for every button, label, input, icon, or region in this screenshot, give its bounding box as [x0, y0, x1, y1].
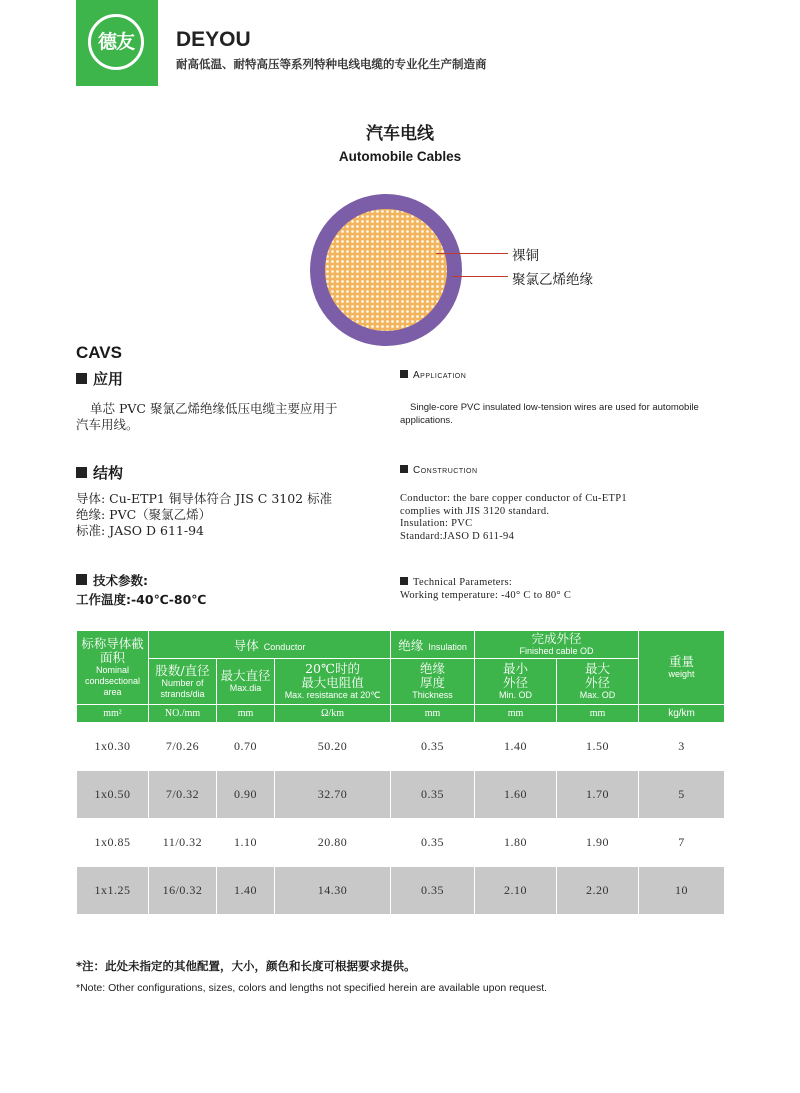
table-row: [77, 819, 725, 867]
bullet-square-icon: [76, 574, 87, 585]
conductor-label: 裸铜: [512, 248, 539, 264]
brand-logo: [76, 0, 158, 86]
unit-cell: mm: [557, 705, 639, 723]
table-cell: 1.70: [557, 771, 639, 819]
header-finished-od: 完成外径 Finished cable OD: [475, 631, 639, 659]
table-cell: 1x0.30: [77, 723, 149, 771]
table-cell: 0.35: [391, 723, 475, 771]
table-cell: 10: [639, 867, 725, 915]
table-cell: 1.10: [217, 819, 275, 867]
table-cell: 3: [639, 723, 725, 771]
note-en: *Note: Other configurations, sizes, colors and lengths not specified herein are available upon request.: [76, 982, 548, 994]
bullet-square-icon: [76, 467, 87, 478]
table-cell: 16/0.32: [149, 867, 217, 915]
unit-cell: mm: [391, 705, 475, 723]
unit-cell: mm: [217, 705, 275, 723]
header-thickness: 绝缘厚度 Thickness: [391, 659, 475, 705]
working-temperature-cn: 工作温度:-40℃-80℃: [76, 592, 207, 607]
bullet-square-icon: [400, 465, 408, 473]
brand-slogan: 耐高低温、耐特高压等系列特种电线电缆的专业化生产制造商: [176, 57, 487, 71]
table-cell: 1.90: [557, 819, 639, 867]
construction-heading-cn: 结构: [76, 462, 123, 483]
table-cell: 1x1.25: [77, 867, 149, 915]
table-cell: 1.50: [557, 723, 639, 771]
header-nominal-area: 标称导体截面积 Nominal condsectional area: [77, 631, 149, 705]
table-row: [77, 771, 725, 819]
table-cell: 0.90: [217, 771, 275, 819]
table-cell: 32.70: [275, 771, 391, 819]
model-name: CAVS: [76, 343, 122, 362]
unit-cell: kg/km: [639, 705, 725, 723]
header-max-od: 最大外径 Max. OD: [557, 659, 639, 705]
table-cell: 1.60: [475, 771, 557, 819]
unit-cell: mm: [475, 705, 557, 723]
table-row: [77, 867, 725, 915]
table-cell: 0.35: [391, 819, 475, 867]
table-cell: 7: [639, 819, 725, 867]
table-cell: 1x0.85: [77, 819, 149, 867]
bullet-square-icon: [400, 577, 408, 585]
table-cell: 7/0.32: [149, 771, 217, 819]
table-cell: 11/0.32: [149, 819, 217, 867]
table-cell: 7/0.26: [149, 723, 217, 771]
table-cell: 1.40: [217, 867, 275, 915]
table-cell: 2.10: [475, 867, 557, 915]
header-conductor: 导体 Conductor: [149, 631, 391, 659]
copper-conductor: [325, 209, 447, 331]
table-cell: 0.35: [391, 771, 475, 819]
table-cell: 50.20: [275, 723, 391, 771]
table-cell: 20.80: [275, 819, 391, 867]
table-row: [77, 723, 725, 771]
table-cell: 0.70: [217, 723, 275, 771]
construction-text-cn: 导体: Cu-ETP1 铜导体符合 JIS C 3102 标准 绝缘: PVC（聚氯乙烯） 标准: JASO D 611-94: [76, 491, 333, 538]
header-weight: 重量 weight: [639, 631, 725, 705]
technical-heading-cn: 技术参数:: [76, 571, 148, 589]
table-cell: 14.30: [275, 867, 391, 915]
construction-text-en: Conductor: the bare copper conductor of Cu-ETP1 complies with JIS 3120 standard. Insulation: PVC Standard:JASO D 611-94: [400, 493, 627, 542]
insulation-label: 聚氯乙烯绝缘: [512, 272, 593, 288]
spec-table: [76, 630, 725, 915]
header-strands: 股数/直径 Number of strands/dia: [149, 659, 217, 705]
bullet-square-icon: [400, 370, 408, 378]
cable-cross-section: [310, 194, 462, 346]
technical-text-en: Technical Parameters: Working temperature: -40° C to 80° C: [400, 577, 572, 601]
application-heading-cn: 应用: [76, 368, 123, 389]
table-cell: 5: [639, 771, 725, 819]
logo-text: 德友: [88, 14, 144, 70]
application-text-cn: 单芯 PVC 聚氯乙烯绝缘低压电缆主要应用于 汽车用线。: [76, 401, 338, 432]
application-heading-en: Application: [400, 370, 466, 381]
table-cell: 0.35: [391, 867, 475, 915]
unit-cell: mm²: [77, 705, 149, 723]
note-cn: *注：此处未指定的其他配置，大小，颜色和长度可根据要求提供。: [76, 959, 416, 973]
header-max-resistance: 20℃时的 最大电阻值 Max. resistance at 20℃: [275, 659, 391, 705]
table-cell: 1.40: [475, 723, 557, 771]
application-text-en: Single-core PVC insulated low-tension wires are used for automobile applications.: [400, 402, 699, 426]
table-cell: 2.20: [557, 867, 639, 915]
header-max-dia: 最大直径 Max.dia: [217, 659, 275, 705]
brand-name: DEYOU: [176, 28, 251, 51]
table-cell: 1.80: [475, 819, 557, 867]
units-row: [77, 705, 725, 723]
header-insulation: 绝缘 Insulation: [391, 631, 475, 659]
unit-cell: Ω/km: [275, 705, 391, 723]
page-title-cn: 汽车电线: [366, 124, 434, 144]
table-cell: 1x0.50: [77, 771, 149, 819]
construction-heading-en: Construction: [400, 465, 478, 476]
insulation-callout-line: [452, 276, 508, 277]
bullet-square-icon: [76, 373, 87, 384]
page-title-en: Automobile Cables: [338, 149, 462, 164]
header-min-od: 最小外径 Min. OD: [475, 659, 557, 705]
unit-cell: NO./mm: [149, 705, 217, 723]
conductor-callout-line: [436, 253, 508, 254]
